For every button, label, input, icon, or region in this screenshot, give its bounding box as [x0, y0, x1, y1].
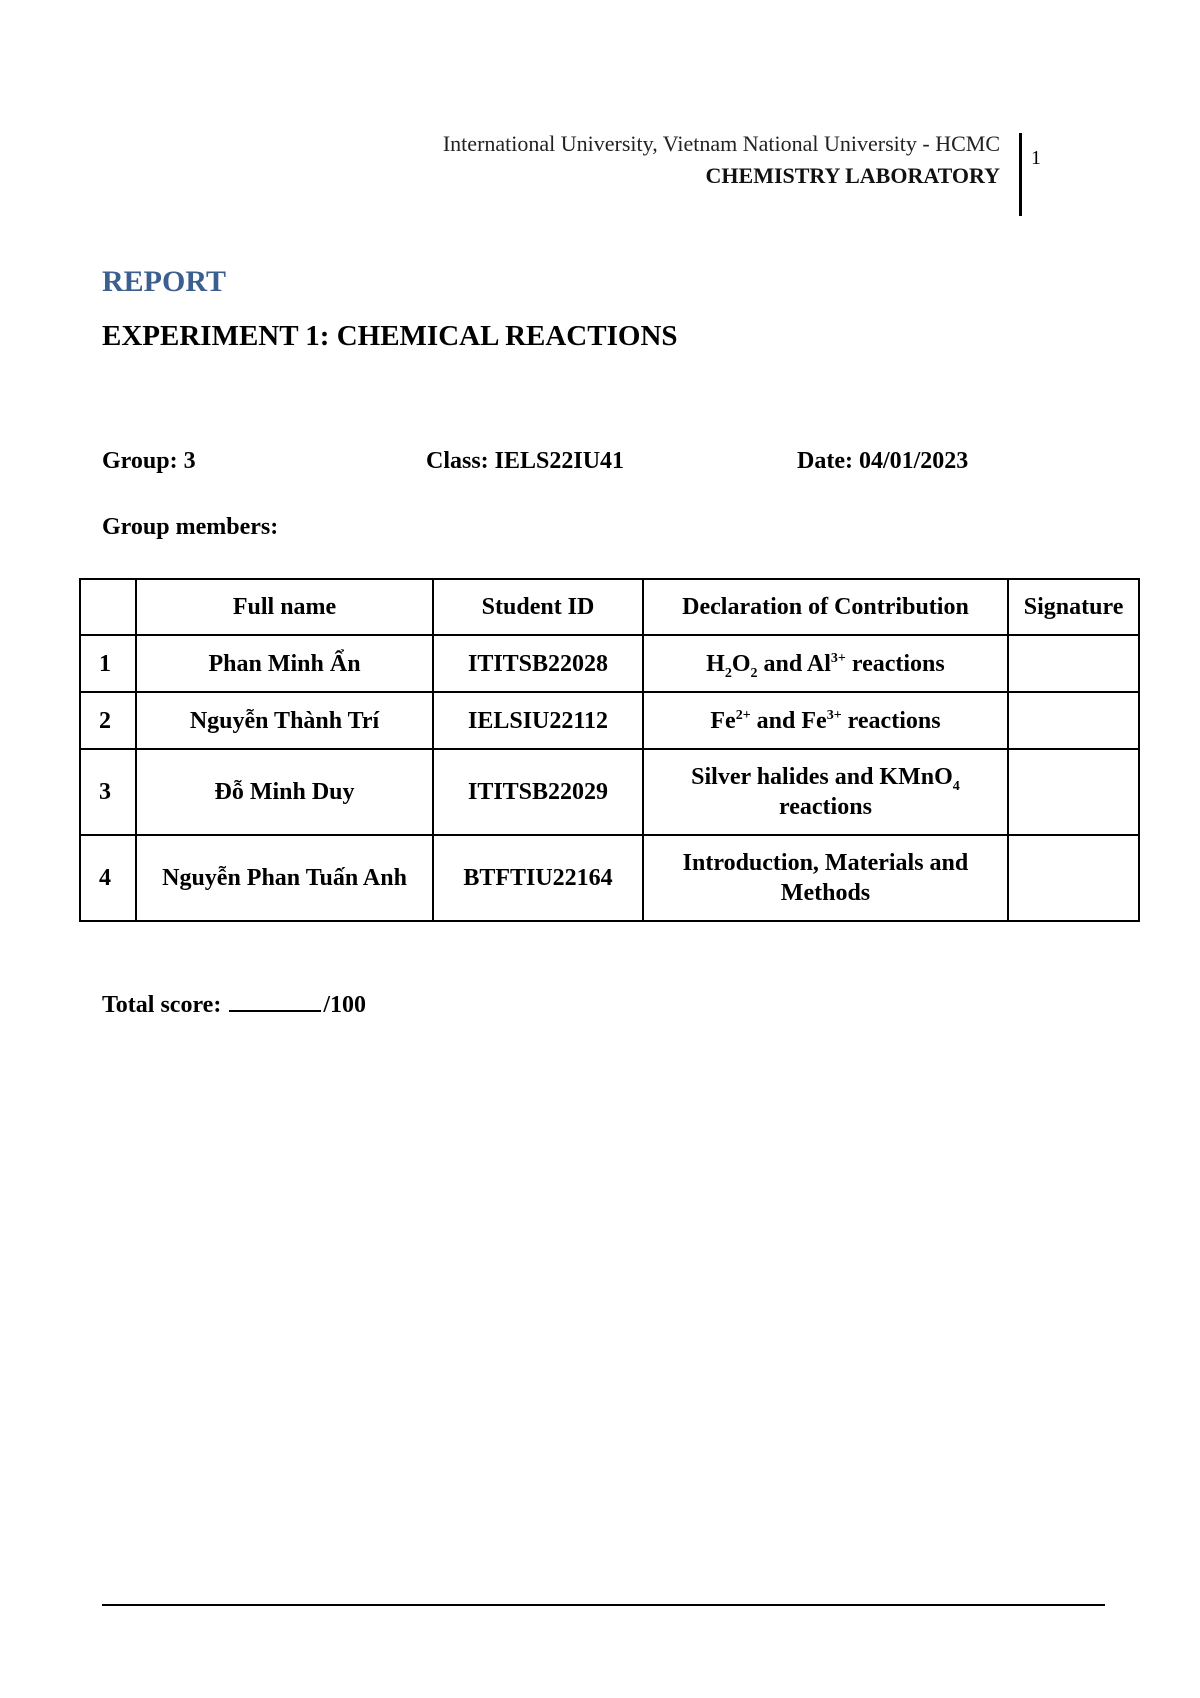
- experiment-title: EXPERIMENT 1: CHEMICAL REACTIONS: [102, 320, 678, 352]
- member-student-id: IELSIU22112: [433, 692, 643, 749]
- members-table: [79, 578, 1140, 922]
- member-name: Đỗ Minh Duy: [136, 749, 433, 835]
- signature-cell: [1008, 835, 1139, 921]
- row-number: 2: [80, 692, 136, 749]
- group-number: Group: 3: [102, 448, 196, 474]
- header-number: [80, 579, 136, 635]
- footer-rule: [102, 1604, 1105, 1606]
- table-header-row: [80, 579, 1139, 635]
- total-score-max: /100: [323, 992, 366, 1018]
- signature-cell: [1008, 635, 1139, 692]
- class-code: Class: IELS22IU41: [426, 448, 625, 474]
- page-number: 1: [1031, 147, 1041, 169]
- header-text: [300, 128, 1000, 192]
- total-score-label: Total score:: [102, 992, 222, 1018]
- member-student-id: ITITSB22028: [433, 635, 643, 692]
- member-student-id: ITITSB22029: [433, 749, 643, 835]
- total-score-blank[interactable]: [229, 988, 321, 1012]
- header-university: International University, Vietnam National University - HCMC: [442, 131, 1000, 156]
- member-name: Nguyễn Phan Tuấn Anh: [136, 835, 433, 921]
- table-row: [80, 692, 1139, 749]
- header-student-id: Student ID: [433, 579, 643, 635]
- header-lab-name: CHEMISTRY LABORATORY: [705, 163, 1000, 188]
- table-row: [80, 835, 1139, 921]
- signature-cell: [1008, 749, 1139, 835]
- member-name: Nguyễn Thành Trí: [136, 692, 433, 749]
- header-vertical-rule: [1019, 133, 1022, 216]
- member-contribution: Introduction, Materials and Methods: [643, 835, 1008, 921]
- report-date: Date: 04/01/2023: [797, 448, 969, 474]
- table-row: [80, 635, 1139, 692]
- row-number: 1: [80, 635, 136, 692]
- table-row: [80, 749, 1139, 835]
- member-name: Phan Minh Ẩn: [136, 635, 433, 692]
- member-contribution: $Fe^{2+}$ and $Fe^{3+}$ reactions: [643, 692, 1008, 749]
- total-score: [102, 988, 366, 1019]
- member-student-id: BTFTIU22164: [433, 835, 643, 921]
- row-number: 3: [80, 749, 136, 835]
- header-full-name: Full name: [136, 579, 433, 635]
- header-contribution: Declaration of Contribution: [643, 579, 1008, 635]
- report-label: REPORT: [102, 265, 226, 298]
- group-members-label: Group members:: [102, 514, 279, 540]
- member-contribution: $H_2O_2$ and $Al^{3+}$ reactions: [643, 635, 1008, 692]
- row-number: 4: [80, 835, 136, 921]
- member-contribution: Silver halides and KMnO$_4$ reactions: [643, 749, 1008, 835]
- signature-cell: [1008, 692, 1139, 749]
- header-signature: Signature: [1008, 579, 1139, 635]
